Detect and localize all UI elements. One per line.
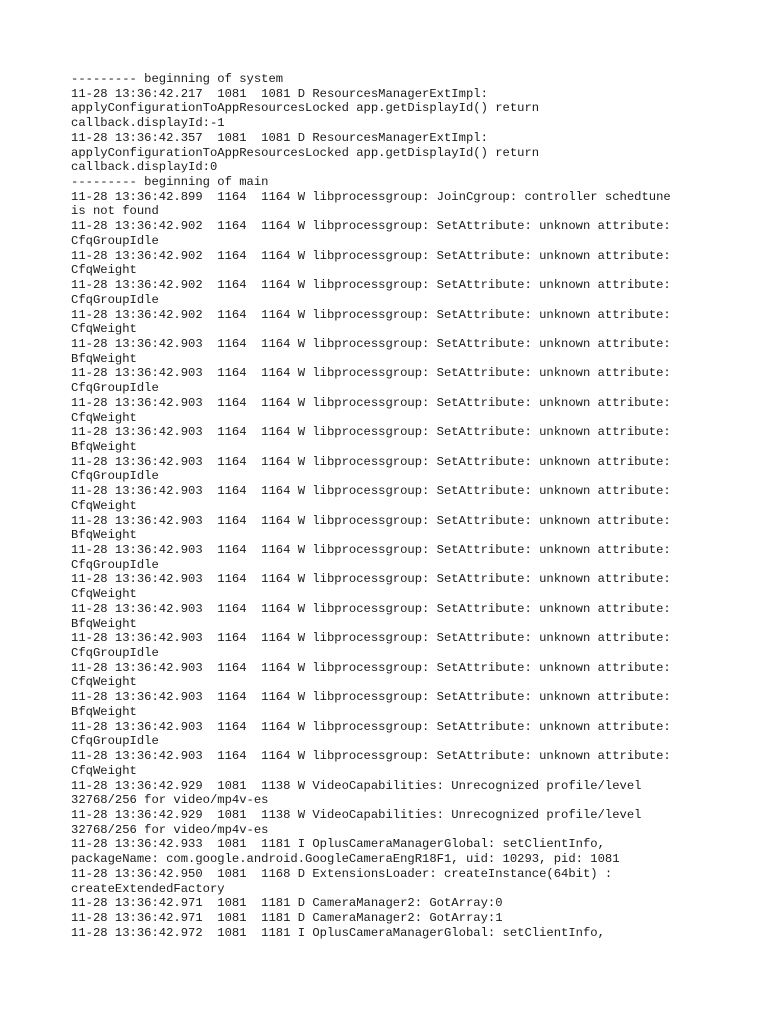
log-line: 11-28 13:36:42.950 1081 1168 D ExtensionsLoader: createInstance(64bit) : [71,866,613,881]
log-line: callback.displayId:-1 [71,116,225,131]
log-line: 11-28 13:36:42.933 1081 1181 I OplusCameraManagerGlobal: setClientInfo, [71,837,605,852]
log-line: CfqWeight [71,763,137,778]
log-line: 11-28 13:36:42.903 1164 1164 W libprocessgroup: SetAttribute: unknown attribute: [71,660,671,675]
log-line: 32768/256 for video/mp4v-es [71,822,269,837]
log-line: 11-28 13:36:42.902 1164 1164 W libprocessgroup: SetAttribute: unknown attribute: [71,219,671,234]
log-line: --------- beginning of system [71,72,284,86]
log-line: BfqWeight [71,704,137,719]
log-line: 11-28 13:36:42.903 1164 1164 W libprocessgroup: SetAttribute: unknown attribute: [71,366,671,381]
log-line: 11-28 13:36:42.902 1164 1164 W libprocessgroup: SetAttribute: unknown attribute: [71,307,671,322]
log-line: --------- beginning of main [71,175,269,190]
log-line: 11-28 13:36:42.903 1164 1164 W libprocessgroup: SetAttribute: unknown attribute: [71,572,671,587]
log-line: BfqWeight [71,616,137,631]
log-line: 11-28 13:36:42.929 1081 1138 W VideoCapabilities: Unrecognized profile/level [71,778,642,793]
log-line: BfqWeight [71,439,137,454]
log-line: 11-28 13:36:42.899 1164 1164 W libprocessgroup: JoinCgroup: controller schedtune [71,189,671,204]
log-line: CfqGroupIdle [71,292,159,307]
log-line: 11-28 13:36:42.903 1164 1164 W libprocessgroup: SetAttribute: unknown attribute: [71,454,671,469]
log-line: 11-28 13:36:42.903 1164 1164 W libprocessgroup: SetAttribute: unknown attribute: [71,425,671,440]
log-text-block [71,72,731,940]
log-line: packageName: com.google.android.GoogleCameraEngR18F1, uid: 10293, pid: 1081 [71,852,620,867]
log-line: 11-28 13:36:42.902 1164 1164 W libprocessgroup: SetAttribute: unknown attribute: [71,248,671,263]
log-line: 11-28 13:36:42.903 1164 1164 W libprocessgroup: SetAttribute: unknown attribute: [71,690,671,705]
log-line: applyConfigurationToAppResourcesLocked app.getDisplayId() return [71,101,540,116]
log-line: CfqWeight [71,498,137,513]
log-line: 11-28 13:36:42.903 1164 1164 W libprocessgroup: SetAttribute: unknown attribute: [71,601,671,616]
log-line: 11-28 13:36:42.929 1081 1138 W VideoCapabilities: Unrecognized profile/level [71,807,642,822]
log-line: 11-28 13:36:42.357 1081 1081 D ResourcesManagerExtImpl: [71,130,488,145]
log-line: CfqGroupIdle [71,469,159,484]
log-line: CfqGroupIdle [71,381,159,396]
log-line: callback.displayId:0 [71,160,218,175]
log-line: CfqGroupIdle [71,233,159,248]
log-line: 11-28 13:36:42.903 1164 1164 W libprocessgroup: SetAttribute: unknown attribute: [71,719,671,734]
log-line: CfqWeight [71,263,137,278]
log-line: 11-28 13:36:42.903 1164 1164 W libprocessgroup: SetAttribute: unknown attribute: [71,484,671,499]
log-line: 11-28 13:36:42.903 1164 1164 W libprocessgroup: SetAttribute: unknown attribute: [71,513,671,528]
log-line: 11-28 13:36:42.903 1164 1164 W libprocessgroup: SetAttribute: unknown attribute: [71,336,671,351]
log-line: createExtendedFactory [71,881,225,896]
log-line: 32768/256 for video/mp4v-es [71,793,269,808]
log-line: 11-28 13:36:42.972 1081 1181 I OplusCameraManagerGlobal: setClientInfo, [71,925,605,940]
log-line: 11-28 13:36:42.903 1164 1164 W libprocessgroup: SetAttribute: unknown attribute: [71,749,671,764]
log-line: 11-28 13:36:42.217 1081 1081 D ResourcesManagerExtImpl: [71,86,488,101]
log-line: is not found [71,204,159,219]
log-line: 11-28 13:36:42.903 1164 1164 W libprocessgroup: SetAttribute: unknown attribute: [71,543,671,557]
log-line: 11-28 13:36:42.902 1164 1164 W libprocessgroup: SetAttribute: unknown attribute: [71,278,671,293]
log-line: BfqWeight [71,528,137,543]
log-line: applyConfigurationToAppResourcesLocked app.getDisplayId() return [71,145,540,160]
log-line: CfqWeight [71,322,137,337]
log-line: CfqWeight [71,675,137,690]
log-line: CfqGroupIdle [71,646,159,661]
log-line: BfqWeight [71,351,137,366]
log-line: CfqWeight [71,410,137,425]
log-line: 11-28 13:36:42.971 1081 1181 D CameraManager2: GotArray:1 [71,910,503,925]
log-line: 11-28 13:36:42.903 1164 1164 W libprocessgroup: SetAttribute: unknown attribute: [71,395,671,410]
log-line: 11-28 13:36:42.971 1081 1181 D CameraManager2: GotArray:0 [71,896,503,911]
log-line: CfqWeight [71,587,137,602]
log-line: 11-28 13:36:42.903 1164 1164 W libprocessgroup: SetAttribute: unknown attribute: [71,631,671,646]
log-line: CfqGroupIdle [71,557,159,572]
log-line: CfqGroupIdle [71,734,159,749]
